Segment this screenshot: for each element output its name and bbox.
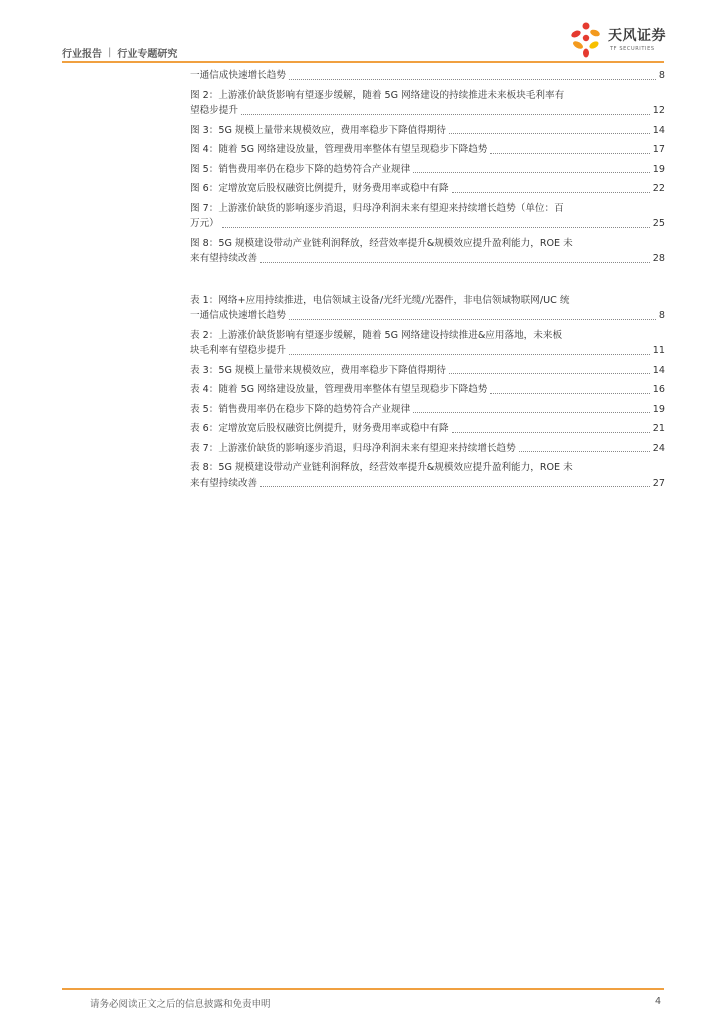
leader-dots <box>260 262 650 263</box>
entry-page: 8 <box>658 310 665 321</box>
entry-page: 19 <box>652 163 665 175</box>
toc-entry[interactable] <box>190 162 665 178</box>
entry-page: 27 <box>652 477 665 489</box>
entry-page: 8 <box>658 70 665 81</box>
entry-page: 24 <box>652 442 665 454</box>
toc-entry[interactable] <box>190 88 665 119</box>
entry-page: 16 <box>652 384 665 395</box>
toc-entry[interactable] <box>190 123 665 139</box>
toc-entry[interactable] <box>190 402 665 418</box>
page-number: 4 <box>655 996 662 1007</box>
leader-dots <box>490 153 649 154</box>
figure-list <box>190 68 665 267</box>
toc-entry[interactable] <box>190 293 665 324</box>
entry-text: 万元） <box>190 218 219 229</box>
entry-text: 图 3：5G 规模上量带来规模效应，费用率稳步下降值得期待 <box>190 124 446 136</box>
entry-text: 表 5：销售费用率仍在稳步下降的趋势符合产业规律 <box>190 403 411 415</box>
leader-dots <box>452 432 650 433</box>
entry-text: 表 4：随着 5G 网络建设放量，管理费用率整体有望呈现稳步下降趋势 <box>190 384 488 395</box>
entry-title: 表 1：网络+应用持续推进，电信领域主设备/光纤光缆/光器件，非电信领域物联网/UC 统 <box>190 294 570 306</box>
entry-page: 14 <box>652 124 665 136</box>
list-spacer <box>190 271 665 293</box>
leader-dots <box>490 393 649 394</box>
toc-entry[interactable] <box>190 421 665 437</box>
entry-text: 图 5：销售费用率仍在稳步下降的趋势符合产业规律 <box>190 163 411 175</box>
report-category <box>62 45 177 60</box>
entry-text: 图 4：随着 5G 网络建设放量，管理费用率整体有望呈现稳步下降趋势 <box>190 144 488 155</box>
toc-entry[interactable] <box>190 68 665 84</box>
entry-page: 14 <box>652 364 665 376</box>
entry-text: 表 6：定增放宽后股权融资比例提升，财务费用率或稳中有降 <box>190 423 449 434</box>
entry-text: 一通信成快速增长趋势 <box>190 310 286 321</box>
entry-page: 11 <box>652 345 665 356</box>
subcategory-label: 行业专题研究 <box>117 49 178 60</box>
entry-text: 表 7：上游涨价缺货的影响逐步消退，归母净利润未来有望迎来持续增长趋势 <box>190 442 516 454</box>
entry-text: 来有望持续改善 <box>190 253 258 264</box>
toc-entry[interactable] <box>190 236 665 267</box>
leader-dots <box>413 172 650 173</box>
entry-text: 望稳步提升 <box>190 105 238 116</box>
footer-rule <box>62 988 664 990</box>
table-of-contents <box>190 68 665 495</box>
leader-dots <box>289 319 656 320</box>
logo-name-cn: 天风证券 <box>608 28 666 44</box>
toc-entry[interactable] <box>190 201 665 232</box>
table-list <box>190 293 665 492</box>
header-rule <box>62 61 664 63</box>
entry-page: 17 <box>652 144 665 155</box>
entry-page: 25 <box>652 218 665 229</box>
leader-dots <box>260 486 650 487</box>
leader-dots <box>452 192 650 193</box>
logo-name-en: TF SECURITIES <box>610 46 655 52</box>
category-label: 行业报告 <box>62 49 102 60</box>
leader-dots <box>289 79 656 80</box>
toc-entry[interactable] <box>190 441 665 457</box>
leader-dots <box>241 114 650 115</box>
leader-dots <box>222 227 650 228</box>
entry-page: 19 <box>652 403 665 415</box>
entry-page: 22 <box>652 183 665 194</box>
toc-entry[interactable] <box>190 328 665 359</box>
toc-entry[interactable] <box>190 382 665 398</box>
toc-entry[interactable] <box>190 363 665 379</box>
leader-dots <box>519 451 650 452</box>
toc-entry[interactable] <box>190 142 665 158</box>
toc-entry[interactable] <box>190 181 665 197</box>
entry-text: 块毛利率有望稳步提升 <box>190 345 286 356</box>
entry-text: 图 6：定增放宽后股权融资比例提升，财务费用率或稳中有降 <box>190 183 449 194</box>
leader-dots <box>449 133 650 134</box>
leader-dots <box>449 373 650 374</box>
entry-title: 图 8：5G 规模建设带动产业链利润释放，经营效率提升&规模效应提升盈利能力，ROE 未 <box>190 237 573 249</box>
entry-title: 图 7：上游涨价缺货的影响逐步消退，归母净利润未来有望迎来持续增长趋势（单位：百 <box>190 202 564 214</box>
toc-entry[interactable] <box>190 460 665 491</box>
entry-text: 表 3：5G 规模上量带来规模效应，费用率稳步下降值得期待 <box>190 364 446 376</box>
category-separator: | <box>108 47 112 58</box>
company-logo <box>568 20 678 60</box>
leader-dots <box>289 354 650 355</box>
entry-page: 21 <box>652 423 665 434</box>
entry-title: 表 8：5G 规模建设带动产业链利润释放，经营效率提升&规模效应提升盈利能力，ROE 未 <box>190 462 573 473</box>
entry-title: 表 2：上游涨价缺货影响有望逐步缓解，随着 5G 网络建设持续推进&应用落地，未来板 <box>190 329 563 341</box>
entry-page: 28 <box>652 253 665 264</box>
entry-text: 一通信成快速增长趋势 <box>190 70 286 81</box>
entry-text: 来有望持续改善 <box>190 477 258 489</box>
logo-flower-icon <box>568 20 608 60</box>
entry-title: 图 2：上游涨价缺货影响有望逐步缓解，随着 5G 网络建设的持续推进未来板块毛利率有 <box>190 89 565 101</box>
leader-dots <box>413 412 650 413</box>
footer-disclaimer: 请务必阅读正文之后的信息披露和免责申明 <box>90 999 271 1010</box>
entry-page: 12 <box>652 105 665 116</box>
